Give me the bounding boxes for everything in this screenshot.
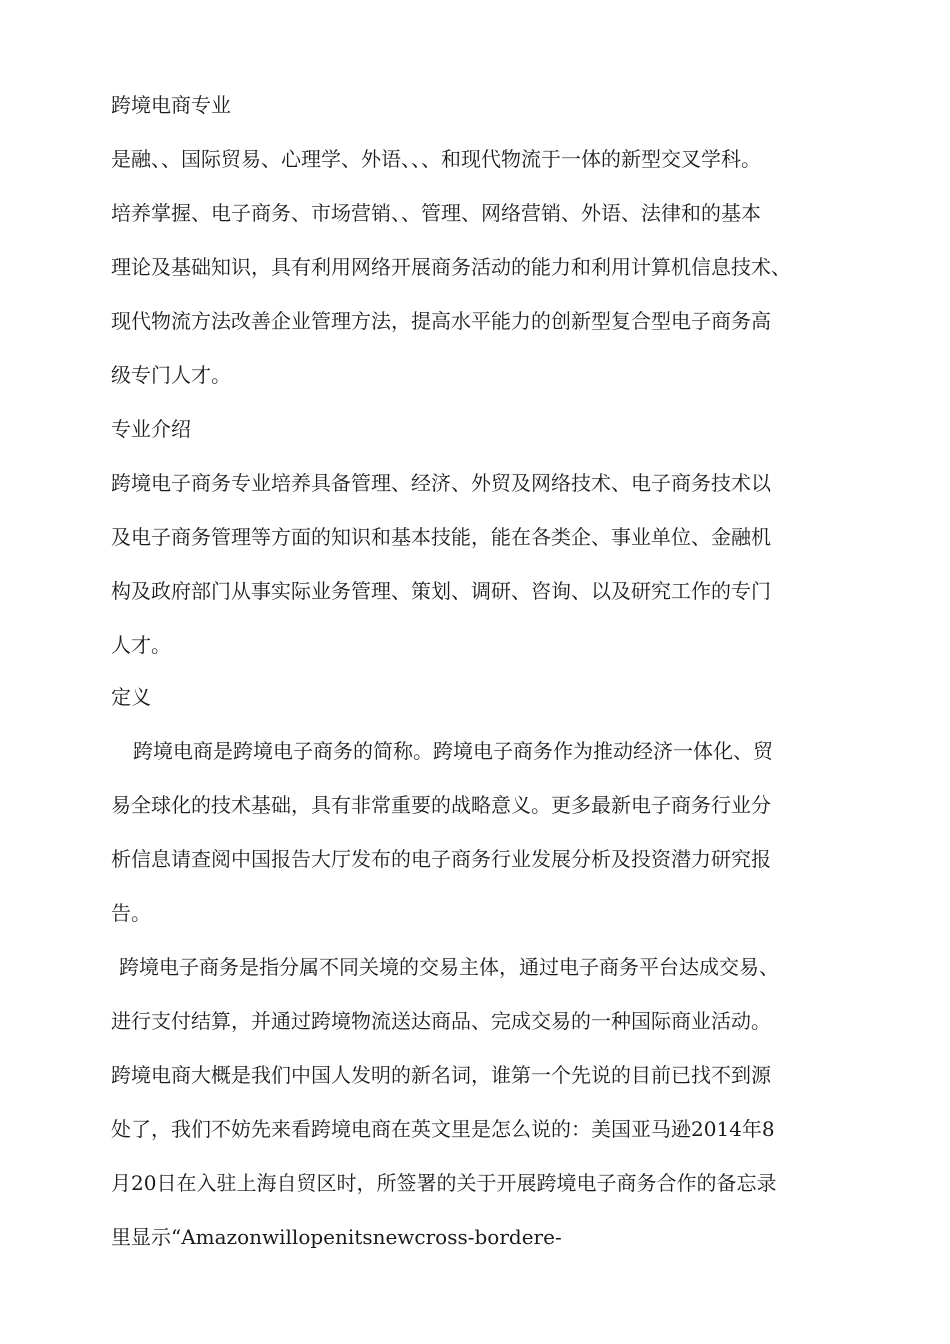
- paragraph-line: 现代物流方法改善企业管理方法，提高水平能力的创新型复合型电子商务高: [111, 309, 771, 333]
- major-intro-paragraph: [111, 464, 841, 678]
- paragraph-line: 人才。: [111, 633, 171, 657]
- paragraph-line: 理论及基础知识，具有利用网络开展商务活动的能力和利用计算机信息技术、: [111, 255, 791, 279]
- paragraph-line: 构及政府部门从事实际业务管理、策划、调研、咨询、以及研究工作的专门: [111, 579, 771, 603]
- document-title: 跨境电商专业: [111, 93, 231, 117]
- paragraph-line: 级专门人才。: [111, 363, 231, 387]
- paragraph-line: 跨境电商是跨境电子商务的简称。跨境电子商务作为推动经济一体化、贸: [133, 739, 773, 763]
- paragraph-line: 及电子商务管理等方面的知识和基本技能，能在各类企、事业单位、金融机: [111, 525, 771, 549]
- paragraph-line: 培养掌握、电子商务、市场营销、、管理、网络营销、外语、法律和的基本: [111, 201, 761, 225]
- document-body: [111, 86, 841, 1272]
- paragraph-line: 处了，我们不妨先来看跨境电商在英文里是怎么说的：美国亚马逊2014年8: [111, 1117, 775, 1141]
- intro-paragraph: [111, 140, 841, 410]
- definition-paragraph-2: [111, 948, 841, 1272]
- paragraph-line: 跨境电子商务专业培养具备管理、经济、外贸及网络技术、电子商务技术以: [111, 471, 771, 495]
- section-heading-major-intro: 专业介绍: [111, 417, 191, 441]
- paragraph-line: 是融、、国际贸易、心理学、外语、、、和现代物流于一体的新型交叉学科。: [111, 147, 761, 171]
- paragraph-line: 跨境电商大概是我们中国人发明的新名词，谁第一个先说的目前已找不到源: [111, 1063, 771, 1087]
- paragraph-line: 跨境电子商务是指分属不同关境的交易主体，通过电子商务平台达成交易、: [119, 955, 779, 979]
- paragraph-line: 告。: [111, 901, 151, 925]
- paragraph-line: 进行支付结算，并通过跨境物流送达商品、完成交易的一种国际商业活动。: [111, 1009, 771, 1033]
- section-heading-definition: 定义: [111, 685, 151, 709]
- paragraph-line: 易全球化的技术基础，具有非常重要的战略意义。更多最新电子商务行业分: [111, 793, 771, 817]
- paragraph-line: 析信息请查阅中国报告大厅发布的电子商务行业发展分析及投资潜力研究报: [111, 847, 771, 871]
- paragraph-line: 月20日在入驻上海自贸区时，所签署的关于开展跨境电子商务合作的备忘录: [111, 1171, 777, 1195]
- definition-paragraph-1: [111, 732, 841, 948]
- paragraph-line: 里显示“Amazonwillopenitsnewcross-bordere-: [111, 1225, 562, 1249]
